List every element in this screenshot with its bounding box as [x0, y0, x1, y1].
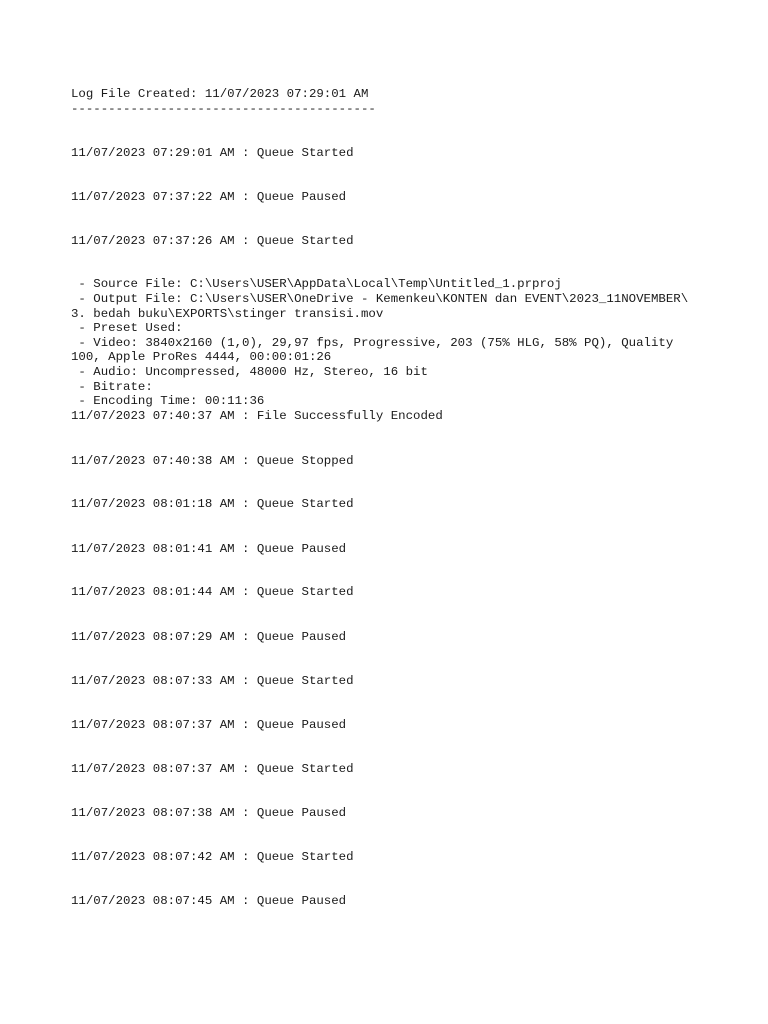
output-file-line-continued: 3. bedah buku\EXPORTS\stinger transisi.mov	[71, 307, 384, 321]
encoding-time-line: - Encoding Time: 00:11:36	[71, 394, 265, 408]
log-entry: 11/07/2023 08:07:33 AM : Queue Started	[71, 674, 354, 688]
audio-line: - Audio: Uncompressed, 48000 Hz, Stereo, 16 bit	[71, 365, 428, 379]
log-entry: 11/07/2023 07:40:37 AM : File Successfully Encoded	[71, 409, 443, 423]
log-entry: 11/07/2023 07:40:38 AM : Queue Stopped	[71, 454, 354, 468]
log-entry: 11/07/2023 08:01:41 AM : Queue Paused	[71, 542, 347, 556]
log-entry: 11/07/2023 08:07:42 AM : Queue Started	[71, 850, 354, 864]
source-file-line: - Source File: C:\Users\USER\AppData\Local\Temp\Untitled_1.prproj	[71, 277, 562, 291]
log-entry: 11/07/2023 08:01:44 AM : Queue Started	[71, 585, 354, 599]
log-entry: 11/07/2023 08:07:37 AM : Queue Started	[71, 762, 354, 776]
log-entry: 11/07/2023 07:37:26 AM : Queue Started	[71, 234, 354, 248]
video-line: - Video: 3840x2160 (1,0), 29,97 fps, Progressive, 203 (75% HLG, 58% PQ), Quality	[71, 336, 674, 350]
preset-used-line: - Preset Used:	[71, 321, 183, 335]
log-entry: 11/07/2023 08:07:29 AM : Queue Paused	[71, 630, 347, 644]
output-file-line: - Output File: C:\Users\USER\OneDrive - Kemenkeu\KONTEN dan EVENT\2023_11NOVEMBER\	[71, 292, 689, 306]
log-entry: 11/07/2023 08:07:37 AM : Queue Paused	[71, 718, 347, 732]
log-entry: 11/07/2023 07:37:22 AM : Queue Paused	[71, 190, 347, 204]
log-header: Log File Created: 11/07/2023 07:29:01 AM	[71, 87, 369, 101]
video-line-continued: 100, Apple ProRes 4444, 00:00:01:26	[71, 350, 332, 364]
log-entry: 11/07/2023 08:07:45 AM : Queue Paused	[71, 894, 347, 908]
log-separator: -----------------------------------------	[71, 102, 376, 116]
log-entry: 11/07/2023 08:01:18 AM : Queue Started	[71, 497, 354, 511]
bitrate-line: - Bitrate:	[71, 380, 153, 394]
log-entry: 11/07/2023 08:07:38 AM : Queue Paused	[71, 806, 347, 820]
log-entry: 11/07/2023 07:29:01 AM : Queue Started	[71, 146, 354, 160]
